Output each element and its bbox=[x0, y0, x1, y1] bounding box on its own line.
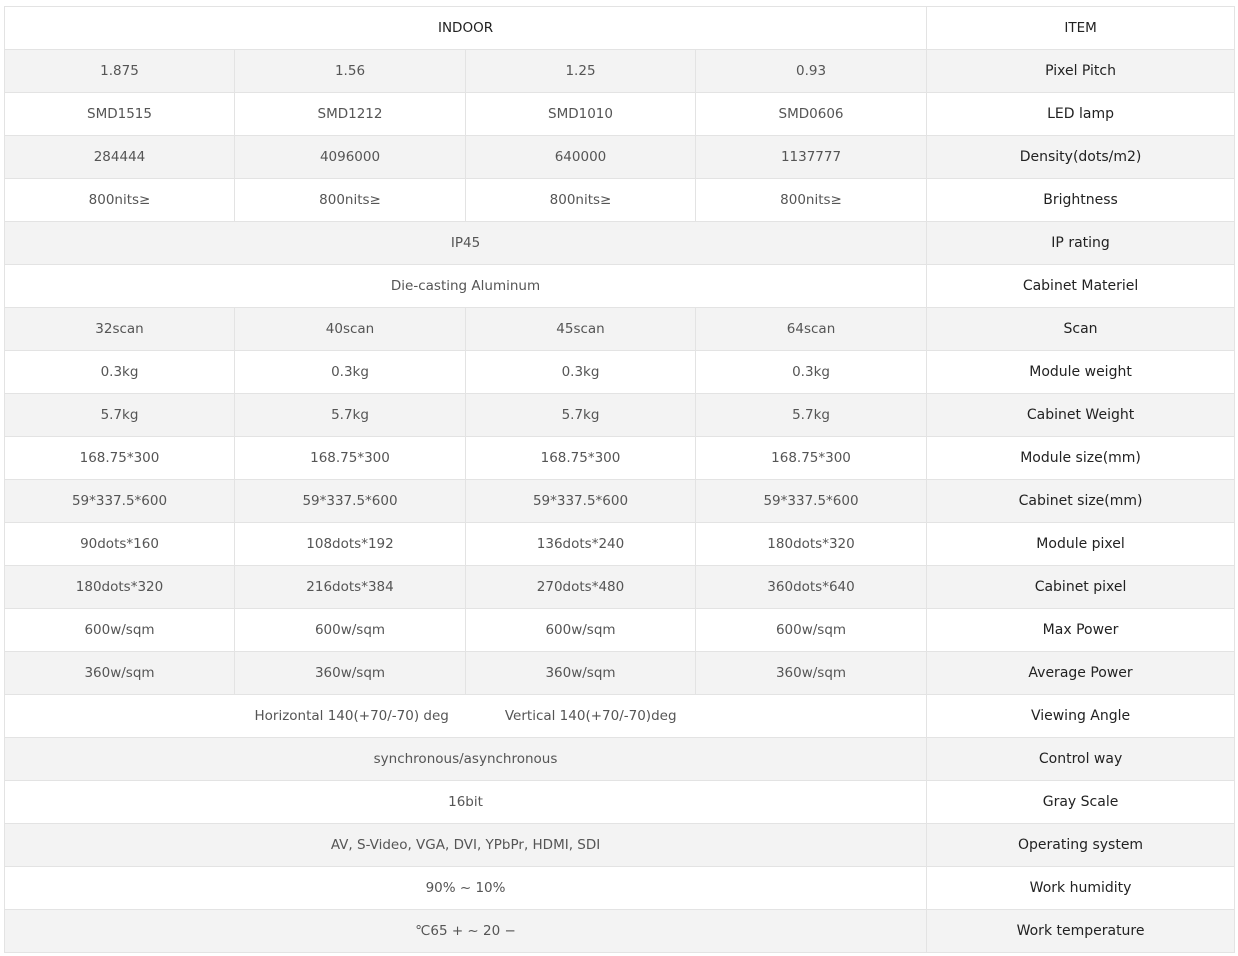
value-cell: 600w/sqm bbox=[696, 609, 927, 652]
item-label: Control way bbox=[927, 738, 1235, 781]
value-cell: 640000 bbox=[466, 136, 696, 179]
value-cell: 4096000 bbox=[235, 136, 466, 179]
row-cabinet-materiel bbox=[5, 265, 1235, 308]
value-cell: 59*337.5*600 bbox=[5, 480, 235, 523]
value-cell: 600w/sqm bbox=[466, 609, 696, 652]
item-label: Scan bbox=[927, 308, 1235, 351]
row-ip-rating bbox=[5, 222, 1235, 265]
span-value-cell: AV, S-Video, VGA, DVI, YPbPr, HDMI, SDI bbox=[5, 824, 927, 867]
value-cell: 5.7kg bbox=[696, 394, 927, 437]
value-cell: 5.7kg bbox=[466, 394, 696, 437]
value-cell: 800nits≥ bbox=[235, 179, 466, 222]
row-gray-scale bbox=[5, 781, 1235, 824]
row-control-way bbox=[5, 738, 1235, 781]
value-cell: 800nits≥ bbox=[5, 179, 235, 222]
viewing-angle-vertical: Vertical 140(+70/-70)deg bbox=[504, 708, 677, 724]
span-value-cell bbox=[5, 695, 927, 738]
value-cell: SMD1010 bbox=[466, 93, 696, 136]
item-label: Gray Scale bbox=[927, 781, 1235, 824]
value-cell: 1.875 bbox=[5, 50, 235, 93]
value-cell: 59*337.5*600 bbox=[696, 480, 927, 523]
row-module-weight bbox=[5, 351, 1235, 394]
value-cell: 64scan bbox=[696, 308, 927, 351]
item-header: ITEM bbox=[927, 7, 1235, 50]
span-value-cell: IP45 bbox=[5, 222, 927, 265]
row-average-power bbox=[5, 652, 1235, 695]
value-cell: 59*337.5*600 bbox=[466, 480, 696, 523]
value-cell: 59*337.5*600 bbox=[235, 480, 466, 523]
row-max-power bbox=[5, 609, 1235, 652]
value-cell: 1137777 bbox=[696, 136, 927, 179]
item-label: Work temperature bbox=[927, 910, 1235, 953]
value-cell: 1.56 bbox=[235, 50, 466, 93]
value-cell: 136dots*240 bbox=[466, 523, 696, 566]
indoor-header: INDOOR bbox=[5, 7, 927, 50]
value-cell: SMD1515 bbox=[5, 93, 235, 136]
value-cell: 1.25 bbox=[466, 50, 696, 93]
value-cell: SMD1212 bbox=[235, 93, 466, 136]
item-label: Work humidity bbox=[927, 867, 1235, 910]
value-cell: 600w/sqm bbox=[235, 609, 466, 652]
span-value-cell: synchronous/asynchronous bbox=[5, 738, 927, 781]
value-cell: 360w/sqm bbox=[235, 652, 466, 695]
value-cell: 284444 bbox=[5, 136, 235, 179]
value-cell: 45scan bbox=[466, 308, 696, 351]
item-label: Cabinet Materiel bbox=[927, 265, 1235, 308]
item-label: Viewing Angle bbox=[927, 695, 1235, 738]
span-value-cell: 90% ~ 10% bbox=[5, 867, 927, 910]
value-cell: 360w/sqm bbox=[466, 652, 696, 695]
value-cell: 360dots*640 bbox=[696, 566, 927, 609]
row-module-size bbox=[5, 437, 1235, 480]
spec-table bbox=[4, 6, 1235, 953]
row-operating-system bbox=[5, 824, 1235, 867]
row-brightness bbox=[5, 179, 1235, 222]
item-label: Average Power bbox=[927, 652, 1235, 695]
item-label: Brightness bbox=[927, 179, 1235, 222]
item-label: Cabinet pixel bbox=[927, 566, 1235, 609]
item-label: LED lamp bbox=[927, 93, 1235, 136]
value-cell: 108dots*192 bbox=[235, 523, 466, 566]
value-cell: 168.75*300 bbox=[696, 437, 927, 480]
value-cell: 5.7kg bbox=[5, 394, 235, 437]
item-label: Cabinet size(mm) bbox=[927, 480, 1235, 523]
row-cabinet-size bbox=[5, 480, 1235, 523]
item-label: Operating system bbox=[927, 824, 1235, 867]
item-label: Density(dots/m2) bbox=[927, 136, 1235, 179]
value-cell: 800nits≥ bbox=[466, 179, 696, 222]
item-label: Module weight bbox=[927, 351, 1235, 394]
row-viewing-angle bbox=[5, 695, 1235, 738]
value-cell: SMD0606 bbox=[696, 93, 927, 136]
value-cell: 0.3kg bbox=[466, 351, 696, 394]
value-cell: 180dots*320 bbox=[5, 566, 235, 609]
value-cell: 800nits≥ bbox=[696, 179, 927, 222]
value-cell: 0.3kg bbox=[5, 351, 235, 394]
value-cell: 0.3kg bbox=[696, 351, 927, 394]
item-label: Module pixel bbox=[927, 523, 1235, 566]
viewing-angle-horizontal: Horizontal 140(+70/-70) deg bbox=[254, 708, 449, 724]
value-cell: 0.93 bbox=[696, 50, 927, 93]
header-row bbox=[5, 7, 1235, 50]
row-module-pixel bbox=[5, 523, 1235, 566]
item-label: Cabinet Weight bbox=[927, 394, 1235, 437]
value-cell: 216dots*384 bbox=[235, 566, 466, 609]
value-cell: 600w/sqm bbox=[5, 609, 235, 652]
value-cell: 40scan bbox=[235, 308, 466, 351]
value-cell: 168.75*300 bbox=[5, 437, 235, 480]
value-cell: 180dots*320 bbox=[696, 523, 927, 566]
row-cabinet-weight bbox=[5, 394, 1235, 437]
row-scan bbox=[5, 308, 1235, 351]
value-cell: 168.75*300 bbox=[235, 437, 466, 480]
value-cell: 360w/sqm bbox=[696, 652, 927, 695]
row-cabinet-pixel bbox=[5, 566, 1235, 609]
row-led-lamp bbox=[5, 93, 1235, 136]
value-cell: 0.3kg bbox=[235, 351, 466, 394]
value-cell: 360w/sqm bbox=[5, 652, 235, 695]
span-value-cell: 16bit bbox=[5, 781, 927, 824]
span-value-cell: Die-casting Aluminum bbox=[5, 265, 927, 308]
item-label: Module size(mm) bbox=[927, 437, 1235, 480]
item-label: Pixel Pitch bbox=[927, 50, 1235, 93]
value-cell: 90dots*160 bbox=[5, 523, 235, 566]
item-label: IP rating bbox=[927, 222, 1235, 265]
value-cell: 270dots*480 bbox=[466, 566, 696, 609]
row-pixel-pitch bbox=[5, 50, 1235, 93]
value-cell: 5.7kg bbox=[235, 394, 466, 437]
row-density bbox=[5, 136, 1235, 179]
row-work-temperature bbox=[5, 910, 1235, 953]
value-cell: 168.75*300 bbox=[466, 437, 696, 480]
item-label: Max Power bbox=[927, 609, 1235, 652]
row-work-humidity bbox=[5, 867, 1235, 910]
span-value-cell: ℃65 + ~ 20 − bbox=[5, 910, 927, 953]
value-cell: 32scan bbox=[5, 308, 235, 351]
